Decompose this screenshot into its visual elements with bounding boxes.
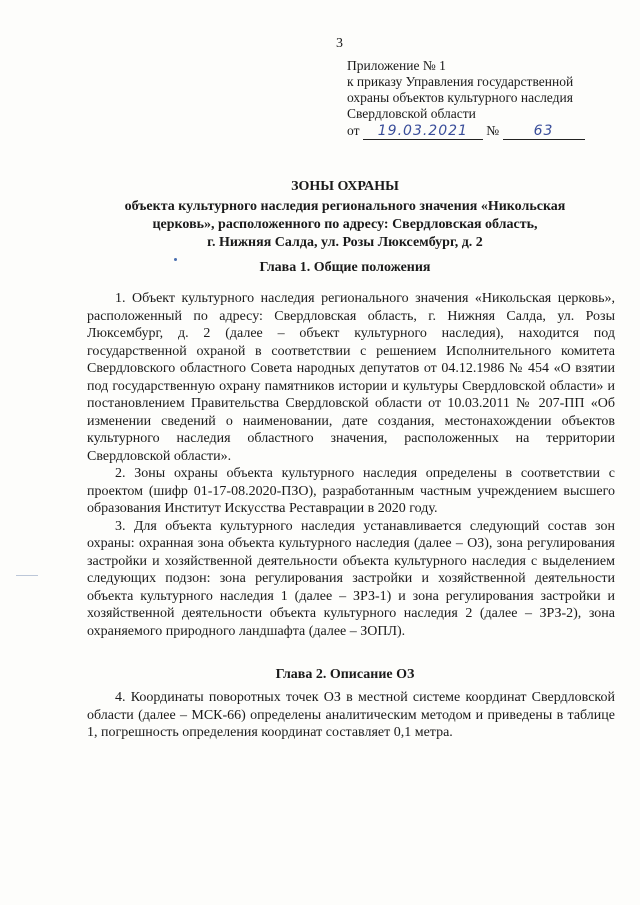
chapter-2-body bbox=[87, 689, 615, 742]
chapter-2-heading: Глава 2. Описание ОЗ bbox=[275, 667, 415, 682]
annex-line-3: охраны объектов культурного наследия bbox=[347, 90, 573, 105]
scan-mark bbox=[16, 575, 38, 576]
chapter-1-body bbox=[87, 290, 615, 640]
number-label: № bbox=[486, 123, 500, 138]
title-main: ЗОНЫ ОХРАНЫ bbox=[291, 179, 399, 194]
handwritten-number: 63 bbox=[503, 124, 585, 140]
paragraph-2: 2. Зоны охраны объекта культурного наследия определены в соответствии с проектом (шифр 01-17-08.2020-ПЗО), разработанным частным учреждением высшего образования Институт Искусства Реставрации в 2020 году. bbox=[87, 466, 615, 516]
from-label: от bbox=[347, 123, 360, 138]
document-title bbox=[60, 178, 630, 252]
paragraph-4: 4. Координаты поворотных точек ОЗ в местной системе координат Свердловской области (далее – МСК-66) определены аналитическим методом и приведены в таблице 1, погрешность определения координат составляет 0,1 метра. bbox=[87, 690, 615, 740]
title-line-3: г. Нижняя Салда, ул. Розы Люксембург, д. 2 bbox=[207, 235, 483, 250]
annex-line-1: Приложение № 1 bbox=[347, 58, 446, 73]
scan-speck bbox=[174, 258, 177, 261]
annex-signature-line bbox=[347, 123, 627, 140]
paragraph-1: 1. Объект культурного наследия регионального значения «Никольская церковь», расположенный по адресу: Свердловская область, г. Нижняя Салда, ул. Розы Люксембург, д. 2 (далее – объект культурного наследия), находится под государственной охраной в соответствии с решением Исполнительного комитета Свердловского областного Совета народных депутатов от 04.12.1986 № 454 «О взятии под государственную охрану памятников истории и культуры Свердловской области» и постановлением Правительства Свердловской области от 10.03.2011 № 207-ПП «Об изменении сведений о наименовании, дате создания, местонахождении объектов культурного наследия областного значения, расположенных на территории Свердловской области». bbox=[87, 291, 615, 464]
page-number: 3 bbox=[336, 36, 343, 51]
handwritten-date: 19.03.2021 bbox=[363, 124, 483, 140]
annex-line-4: Свердловской области bbox=[347, 106, 476, 121]
title-line-2: церковь», расположенного по адресу: Свердловская область, bbox=[152, 217, 538, 232]
annex-block bbox=[347, 58, 627, 140]
paragraph-3: 3. Для объекта культурного наследия устанавливается следующий состав зон охраны: охранная зона объекта культурного наследия (далее – ОЗ), зона регулирования застройки и хозяйственной деятельности объекта культурного наследия с выделением следующих подзон: зона регулирования застройки и хозяйственной деятельности объекта культурного наследия 1 (далее – ЗРЗ-1) и зона регулирования застройки и хозяйственной деятельности объекта культурного наследия 2 (далее – ЗРЗ-2), зона охраняемого природного ландшафта (далее – ЗОПЛ). bbox=[87, 518, 615, 639]
chapter-1-heading: Глава 1. Общие положения bbox=[259, 260, 431, 275]
title-line-1: объекта культурного наследия регионального значения «Никольская bbox=[124, 199, 566, 214]
annex-line-2: к приказу Управления государственной bbox=[347, 74, 574, 89]
